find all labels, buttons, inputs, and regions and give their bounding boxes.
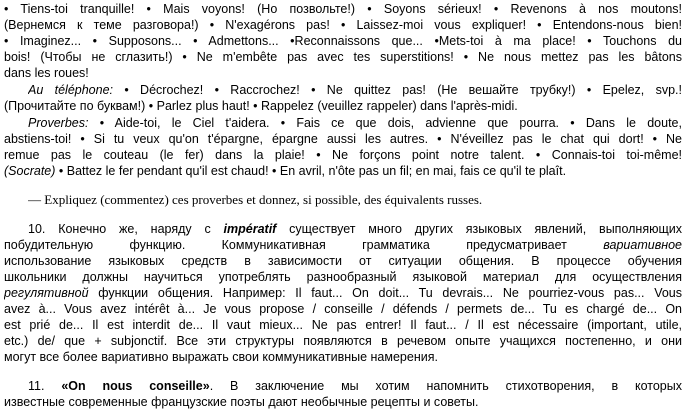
text-segment: функции общения. Например: Il faut... On doit... Tu devrais... Ne pourriez-vous pas... Vous xyxy=(88,286,682,300)
proverbes-label: Proverbes: xyxy=(28,116,89,130)
text-segment: 11. xyxy=(28,379,62,393)
text-line: dans les roues! xyxy=(4,66,89,80)
text-segment: • Battez le fer pendant qu'il est chaud! • En avril, n'ôte pas un fil; en mai, fais ce qu'il te plaît. xyxy=(55,164,567,178)
on-nous-conseille-title: «On nous conseille» xyxy=(61,379,210,393)
text-segment: существует много других языковых явлений, выполняющих xyxy=(276,222,682,236)
text-segment: 10. Конечно же, наряду с xyxy=(28,222,224,236)
text-line: bois! (Чтобы не сглазить!) • Ne m'embête pas avec tes superstitions! • Ne nous mettez pas les bâtons xyxy=(4,50,682,64)
text-line: avez à... Vous avez intérêt à... Je vous propose / conseille / défends / permets de... Tu es chargé de... On xyxy=(4,302,682,316)
text-line: школьники должны научиться употреблять разнообразный языковой материал для осуществления xyxy=(4,270,682,284)
text-line: • Imaginez... • Supposons... • Admettons... •Reconnaissons que... •Mets-toi à ma place! • Touchons du xyxy=(4,34,682,48)
regulyativnoy-term: регулятивной xyxy=(4,286,89,300)
text-segment: • Décrochez! • Raccrochez! • Ne quittez pas! (Не вешайте трубку!) • Epelez, svp.! xyxy=(124,83,682,97)
telephone-line xyxy=(28,83,682,97)
text-segment: • Aide-toi, le Ciel t'aidera. • Fais ce que dois, advienne que pourra. • Dans le doute, xyxy=(99,116,682,130)
text-line: abstiens-toi! • Si tu veux qu'on t'épargne, épargne aussi les autres. • N'éveillez pas le chat qui dort! • Ne xyxy=(4,132,682,146)
text-line: (Прочитайте по буквам!) • Parlez plus haut! • Rappelez (veuillez rappeler) dans l'après-midi. xyxy=(4,99,518,113)
text-segment: побудительную функцию. Коммуникативная грамматика предусматривает xyxy=(4,238,567,252)
proverbes-line xyxy=(28,116,682,130)
text-segment: . В заключение мы хотим напомнить стихотворения, в которых xyxy=(209,379,682,393)
text-line xyxy=(4,286,682,300)
paragraph-11-line xyxy=(28,379,682,393)
socrate-label: (Socrate) xyxy=(4,164,56,178)
text-line: использование языковых средств в зависимости от ситуации общения. В процессе обучения xyxy=(4,254,682,268)
text-line: (Вернемся к теме разговора!) • N'exagérons pas! • Laissez-moi vous expliquer! • Entendons-nous bien! xyxy=(4,18,682,32)
telephone-label: Au téléphone: xyxy=(28,83,114,97)
text-line: известные современные французские поэты дают необычные рецепты и советы. xyxy=(4,395,479,409)
text-line: могут все более вариативно выражать свои коммуникативные намерения. xyxy=(4,350,438,364)
paragraph-10-line xyxy=(28,222,682,236)
text-line: etc.) de/ que + subjonctif. Все эти структуры появляются в речевом опыте учащихся постепенно, и они xyxy=(4,334,682,348)
imperatif-term: impératif xyxy=(223,222,277,236)
socrate-line xyxy=(4,164,682,178)
text-line: • Tiens-toi tranquille! • Mais voyons! (Но позвольте!) • Soyons sérieux! • Revenons à nos moutons! xyxy=(4,2,682,16)
text-line xyxy=(4,238,682,252)
variativnoe-term: вариативное xyxy=(603,238,682,252)
exercise-instruction: — Expliquez (commentez) ces proverbes et donnez, si possible, des équivalents russes. xyxy=(28,193,483,207)
text-line: est prié de... Il est interdit de... Il vaut mieux... Ne pas entrer! Il faut... / Il est nécessaire (important, utile, xyxy=(4,318,682,332)
text-line: remue pas le couteau (le fer) dans la plaie! • Ne forçons point notre talent. • Connais-toi toi-même! xyxy=(4,148,682,162)
